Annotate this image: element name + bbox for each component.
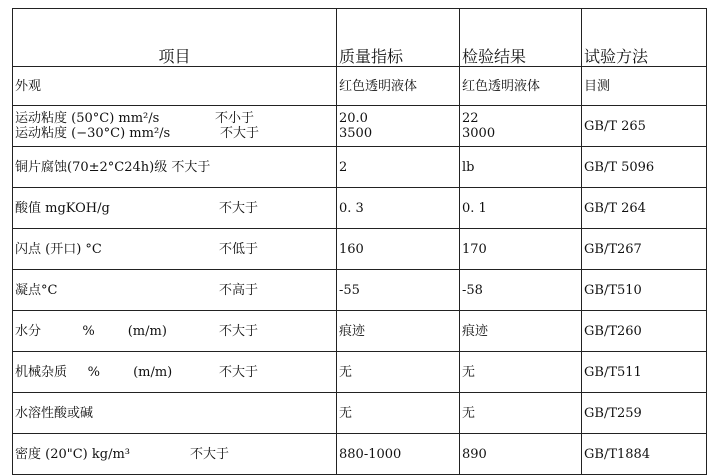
row-result-line: 3000 (462, 126, 496, 141)
row-method: GB/T511 (582, 352, 707, 393)
row-quality: 2 (337, 147, 460, 188)
row-item-limit: 不大于 (219, 364, 259, 380)
row-method: GB/T259 (582, 393, 707, 434)
table-row (13, 67, 707, 106)
row-method: GB/T510 (582, 270, 707, 311)
row-item-name: 运动粘度 (50°C) mm²/s (15, 111, 160, 126)
row-item-cell (13, 352, 337, 393)
row-result (460, 106, 582, 147)
table-row (13, 229, 707, 270)
table-row (13, 352, 707, 393)
row-item-name: 闪点 (开口) °C (15, 241, 102, 257)
row-item-limit: 不低于 (219, 241, 259, 257)
row-item-cell (13, 229, 337, 270)
row-item-name: 水溶性酸或碱 (15, 405, 94, 421)
row-item-limit: 不大于 (219, 323, 259, 339)
row-method: 目测 (582, 67, 707, 106)
row-item-cell (13, 147, 337, 188)
row-method: GB/T267 (582, 229, 707, 270)
row-quality: 红色透明液体 (337, 67, 460, 106)
row-result: 170 (460, 229, 582, 270)
row-item-name: 密度 (20"C) kg/m³ (15, 446, 130, 462)
row-quality-line: 3500 (339, 126, 373, 141)
row-item-limit: 不小于 (215, 111, 255, 126)
row-method: GB/T 265 (582, 106, 707, 147)
row-quality: 0. 3 (337, 188, 460, 229)
row-item-name: 铜片腐蚀(70±2°C24h)级 不大于 (15, 159, 211, 175)
row-item-cell (13, 188, 337, 229)
row-result: 无 (460, 352, 582, 393)
header-method: 试验方法 (582, 9, 707, 67)
row-item-name: 酸值 mgKOH/g (15, 200, 110, 216)
table-row (13, 311, 707, 352)
row-result: 红色透明液体 (460, 67, 582, 106)
table-row (13, 393, 707, 434)
spec-table (12, 8, 707, 475)
row-quality: -55 (337, 270, 460, 311)
table-row (13, 147, 707, 188)
row-item-cell (13, 106, 337, 147)
row-quality: 160 (337, 229, 460, 270)
row-method: GB/T 264 (582, 188, 707, 229)
row-result: 无 (460, 393, 582, 434)
row-quality: 痕迹 (337, 311, 460, 352)
row-result: 890 (460, 434, 582, 475)
row-item-limit: 不大于 (220, 126, 260, 141)
row-method: GB/T1884 (582, 434, 707, 475)
row-result: lb (460, 147, 582, 188)
row-result: 0. 1 (460, 188, 582, 229)
row-item-name: 凝点°C (15, 282, 58, 298)
row-item-name: 外观 (15, 78, 42, 94)
row-item-limit: 不大于 (219, 200, 259, 216)
row-quality (337, 106, 460, 147)
row-item-cell (13, 434, 337, 475)
table-row (13, 434, 707, 475)
table-row (13, 188, 707, 229)
row-quality: 880-1000 (337, 434, 460, 475)
header-quality: 质量指标 (337, 9, 460, 67)
row-result: 痕迹 (460, 311, 582, 352)
table-row (13, 106, 707, 147)
row-result-line: 22 (462, 111, 479, 126)
row-item-cell (13, 393, 337, 434)
row-quality-line: 20.0 (339, 111, 368, 126)
row-item-cell (13, 270, 337, 311)
row-item-name: 运动粘度 (−30°C) mm²/s (15, 126, 171, 141)
row-item-limit: 不高于 (219, 282, 259, 298)
header-result: 检验结果 (460, 9, 582, 67)
table-row (13, 270, 707, 311)
row-quality: 无 (337, 352, 460, 393)
row-result: -58 (460, 270, 582, 311)
row-item-limit: 不大于 (190, 446, 230, 462)
row-item-name: 机械杂质 % (m/m) (15, 364, 173, 380)
row-item-cell (13, 67, 337, 106)
table-header-row (13, 9, 707, 67)
row-quality: 无 (337, 393, 460, 434)
row-method: GB/T260 (582, 311, 707, 352)
header-item: 项目 (13, 9, 337, 67)
row-item-cell (13, 311, 337, 352)
row-item-name: 水分 % (m/m) (15, 323, 167, 339)
row-method: GB/T 5096 (582, 147, 707, 188)
